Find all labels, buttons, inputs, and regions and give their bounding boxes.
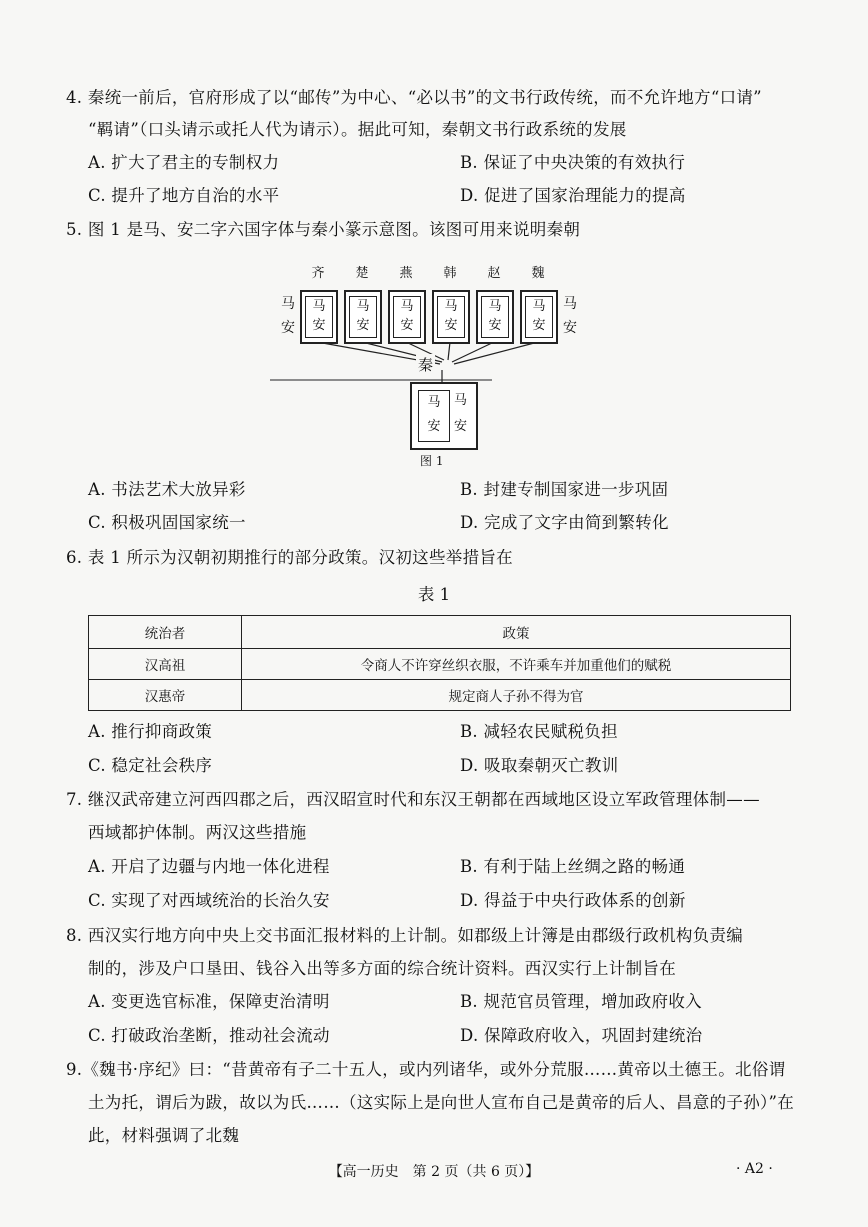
q7-stem-line1: 7. 继汉武帝建立河西四郡之后，西汉昭宣时代和东汉王朝都在西域地区设立军政管理体制——	[66, 790, 760, 809]
page-code: · A2 ·	[736, 1161, 773, 1177]
state-label-yan: 燕	[399, 266, 413, 281]
table-row	[89, 649, 791, 680]
table-cell-ruler: 汉高祖	[89, 649, 242, 680]
seal-han: 马 安	[432, 290, 470, 344]
state-label-wei: 魏	[531, 266, 545, 281]
q7-option-c: C. 实现了对西域统治的长治久安	[88, 891, 330, 910]
q5-option-b: B. 封建专制国家进一步巩固	[460, 480, 669, 499]
state-label-qi: 齐	[311, 266, 325, 281]
q9-stem-line2: 土为托，谓后为跋，故以为氏……（这实际上是向世人宣布自己是黄帝的后人、昌意的子孙）”在	[88, 1093, 795, 1112]
q4-option-b: B. 保证了中央决策的有效执行	[460, 153, 686, 172]
table-header-row	[89, 616, 791, 649]
q6-option-c: C. 稳定社会秩序	[88, 756, 213, 775]
table-cell-policy: 令商人不许穿丝织衣服，不许乘车并加重他们的赋税	[242, 649, 791, 680]
q4-option-c: C. 提升了地方自治的水平	[88, 186, 280, 205]
table-title: 表 1	[417, 585, 451, 604]
side-right-ma: 马	[563, 296, 577, 312]
q4-option-d: D. 促进了国家治理能力的提高	[460, 186, 686, 205]
q8-option-b: B. 规范官员管理，增加政府收入	[460, 992, 702, 1011]
q7-option-d: D. 得益于中央行政体系的创新	[460, 891, 686, 910]
q6-stem-line1: 6. 表 1 所示为汉朝初期推行的部分政策。汉初这些举措旨在	[66, 548, 513, 567]
state-label-chu: 楚	[355, 266, 369, 281]
q8-stem-line1: 8. 西汉实行地方向中央上交书面汇报材料的上计制。如郡级上计簿是由郡级行政机构负责编	[66, 926, 744, 945]
q7-option-a: A. 开启了边疆与内地一体化进程	[88, 857, 330, 876]
q5-option-d: D. 完成了文字由简到繁转化	[460, 513, 669, 532]
table-cell-ruler: 汉惠帝	[89, 680, 242, 711]
table-cell-policy: 规定商人子孙不得为官	[242, 680, 791, 711]
side-left-an: 安	[281, 320, 295, 336]
qin-label: 秦	[418, 356, 434, 374]
q7-option-b: B. 有利于陆上丝绸之路的畅通	[460, 857, 686, 876]
q8-option-c: C. 打破政治垄断，推动社会流动	[88, 1026, 330, 1045]
state-label-zhao: 赵	[487, 266, 501, 281]
q6-option-a: A. 推行抑商政策	[88, 722, 213, 741]
side-right-an: 安	[563, 320, 577, 336]
side-label-right	[562, 292, 578, 340]
qin-seal-side-label: 马安	[454, 393, 468, 434]
seal-chu: 马 安	[344, 290, 382, 344]
q4-stem-line2: “羁请”（口头请示或托人代为请示）。据此可知，秦朝文书行政系统的发展	[88, 120, 627, 139]
seal-wei: 马 安	[520, 290, 558, 344]
q7-stem-line2: 西域都护体制。两汉这些措施	[88, 823, 307, 842]
q9-stem-line3: 此，材料强调了北魏	[88, 1126, 240, 1145]
table-header-ruler: 统治者	[89, 616, 242, 649]
q5-stem-line1: 5. 图 1 是马、安二字六国字体与秦小篆示意图。该图可用来说明秦朝	[66, 220, 581, 239]
q8-stem-line2: 制的，涉及户口垦田、钱谷入出等多方面的综合统计资料。西汉实行上计制旨在	[88, 959, 676, 978]
q9-stem-line1: 9.《魏书·序纪》曰：“昔黄帝有子二十五人，或内列诸华，或外分荒服……黄帝以土德王。北俗谓	[66, 1060, 786, 1079]
q5-option-c: C. 积极巩固国家统一	[88, 513, 246, 532]
q8-option-a: A. 变更选官标准，保障吏治清明	[88, 992, 330, 1011]
figure-caption: 图 1	[420, 454, 444, 468]
seal-yan: 马 安	[388, 290, 426, 344]
state-label-han: 韩	[443, 266, 457, 281]
qin-small-seal: 马 安 马安	[410, 382, 478, 450]
q6-option-b: B. 减轻农民赋税负担	[460, 722, 618, 741]
seal-qi: 马 安	[300, 290, 338, 344]
side-left-ma: 马	[281, 296, 295, 312]
q4-stem-line1: 4. 秦统一前后，官府形成了以“邮传”为中心、“必以书”的文书行政传统，而不允许地方“口请”	[66, 88, 762, 107]
page-footer: 【高一历史 第 2 页（共 6 页）】	[328, 1164, 540, 1180]
q6-option-d: D. 吸取秦朝灭亡教训	[460, 756, 619, 775]
figure-1	[270, 262, 590, 462]
seal-zhao: 马 安	[476, 290, 514, 344]
q8-option-d: D. 保障政府收入，巩固封建统治	[460, 1026, 703, 1045]
table-header-policy: 政策	[242, 616, 791, 649]
side-label-left	[280, 292, 296, 340]
policy-table	[88, 615, 791, 711]
q4-option-a: A. 扩大了君主的专制权力	[88, 153, 280, 172]
table-row	[89, 680, 791, 711]
q5-option-a: A. 书法艺术大放异彩	[88, 480, 246, 499]
